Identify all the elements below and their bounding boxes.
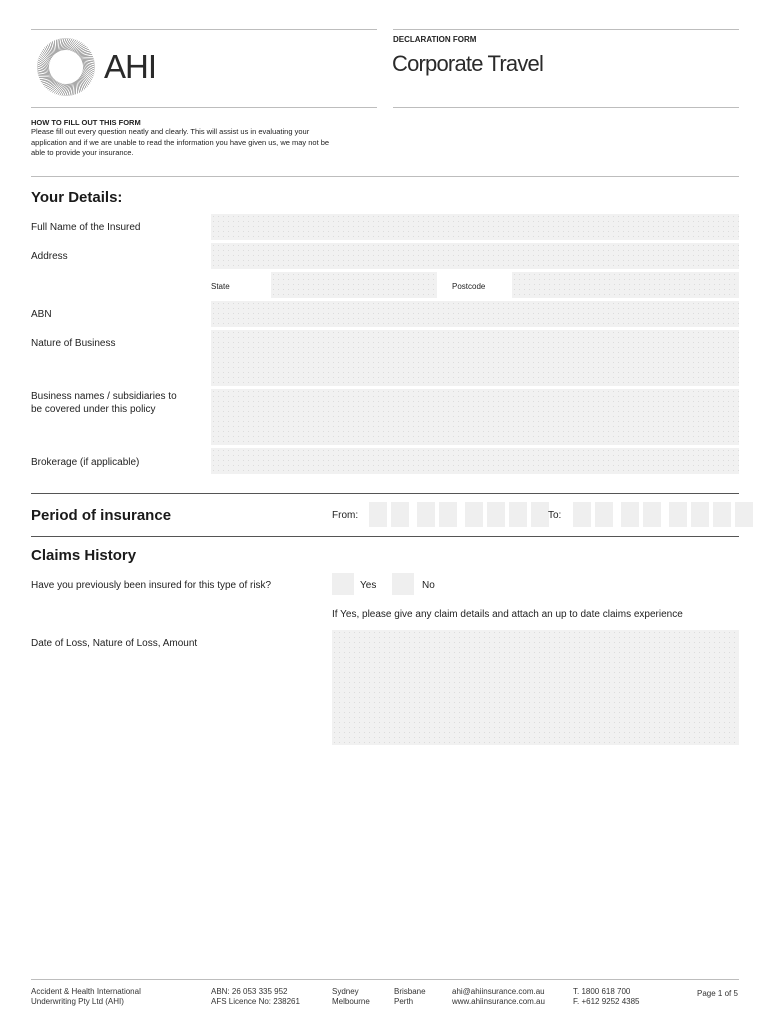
from-digit-box-7[interactable]	[531, 502, 549, 527]
abn-label: ABN	[31, 309, 52, 320]
full-name-label: Full Name of the Insured	[31, 222, 141, 233]
to-digit-box-4[interactable]	[669, 502, 687, 527]
from-digit-box-6[interactable]	[509, 502, 527, 527]
no-label: No	[422, 580, 435, 591]
from-digit-box-0[interactable]	[369, 502, 387, 527]
brokerage-field[interactable]	[211, 448, 739, 474]
page-number: Page 1 of 5	[697, 989, 738, 998]
header-rule-bottom-left	[31, 107, 377, 108]
no-checkbox[interactable]	[392, 573, 414, 595]
to-digit-box-7[interactable]	[735, 502, 753, 527]
date-of-loss-label: Date of Loss, Nature of Loss, Amount	[31, 638, 198, 649]
instructions-line-3: able to provide your insurance.	[31, 148, 134, 157]
subsidiaries-label-line-1: Business names / subsidiaries to	[31, 391, 177, 402]
header-rule-left	[31, 29, 377, 30]
brokerage-label: Brokerage (if applicable)	[31, 457, 140, 468]
claims-details-field[interactable]	[332, 630, 739, 745]
footer-website-link[interactable]: www.ahiinsurance.com.au	[452, 997, 545, 1006]
from-digit-box-5[interactable]	[487, 502, 505, 527]
footer-company-line-2: Underwriting Pty Ltd (AHI)	[31, 997, 124, 1006]
instructions-line-2: application and if we are unable to read the information you have given us, we may not be	[31, 138, 330, 147]
from-digit-box-4[interactable]	[465, 502, 483, 527]
period-bottom-rule	[31, 536, 739, 537]
page-title: Corporate Travel	[392, 51, 544, 76]
yes-label: Yes	[360, 580, 377, 591]
section-divider	[31, 176, 739, 177]
to-digit-box-6[interactable]	[713, 502, 731, 527]
full-name-field[interactable]	[211, 214, 739, 240]
yes-checkbox[interactable]	[332, 573, 354, 595]
subsidiaries-field[interactable]	[211, 389, 739, 445]
state-label: State	[211, 282, 230, 291]
to-digit-box-3[interactable]	[643, 502, 661, 527]
nature-of-business-label: Nature of Business	[31, 338, 116, 349]
ahi-logo-icon	[36, 37, 96, 97]
footer-city-sydney: Sydney	[332, 987, 359, 996]
claims-heading: Claims History	[31, 547, 137, 564]
to-digit-box-0[interactable]	[573, 502, 591, 527]
footer-city-melbourne: Melbourne	[332, 997, 370, 1006]
to-digit-box-5[interactable]	[691, 502, 709, 527]
subsidiaries-label-line-2: be covered under this policy	[31, 404, 156, 415]
logo-text: AHI	[104, 48, 157, 85]
address-label: Address	[31, 251, 68, 262]
period-top-rule	[31, 493, 739, 494]
from-label: From:	[332, 510, 359, 521]
state-field[interactable]	[271, 272, 437, 298]
address-field[interactable]	[211, 243, 739, 269]
from-digit-box-3[interactable]	[439, 502, 457, 527]
footer-city-brisbane: Brisbane	[394, 987, 426, 996]
claims-question: Have you previously been insured for this type of risk?	[31, 580, 272, 591]
footer-phone: T. 1800 618 700	[573, 987, 631, 996]
footer-email-link[interactable]: ahi@ahiinsurance.com.au	[452, 987, 545, 996]
postcode-label: Postcode	[452, 282, 486, 291]
header-rule-right	[393, 29, 739, 30]
period-heading: Period of insurance	[31, 507, 172, 524]
to-digit-box-1[interactable]	[595, 502, 613, 527]
footer-fax: F. +612 9252 4385	[573, 997, 640, 1006]
to-digit-box-2[interactable]	[621, 502, 639, 527]
nature-of-business-field[interactable]	[211, 330, 739, 386]
footer-afs-licence: AFS Licence No: 238261	[211, 997, 300, 1006]
from-digit-box-2[interactable]	[417, 502, 435, 527]
to-label: To:	[548, 510, 562, 521]
instructions-line-1: Please fill out every question neatly and clearly. This will assist us in evaluating your	[31, 127, 310, 136]
footer-city-perth: Perth	[394, 997, 414, 1006]
footer-abn: ABN: 26 053 335 952	[211, 987, 288, 996]
your-details-heading: Your Details:	[31, 189, 123, 206]
from-digit-box-1[interactable]	[391, 502, 409, 527]
form-type-label: DECLARATION FORM	[393, 35, 477, 44]
postcode-field[interactable]	[512, 272, 739, 298]
abn-field[interactable]	[211, 301, 739, 327]
footer-rule	[31, 979, 739, 980]
instructions-heading: HOW TO FILL OUT THIS FORM	[31, 118, 141, 127]
if-yes-text: If Yes, please give any claim details and attach an up to date claims experience	[332, 609, 683, 620]
header-rule-bottom-right	[393, 107, 739, 108]
footer-company-line-1: Accident & Health International	[31, 987, 141, 996]
